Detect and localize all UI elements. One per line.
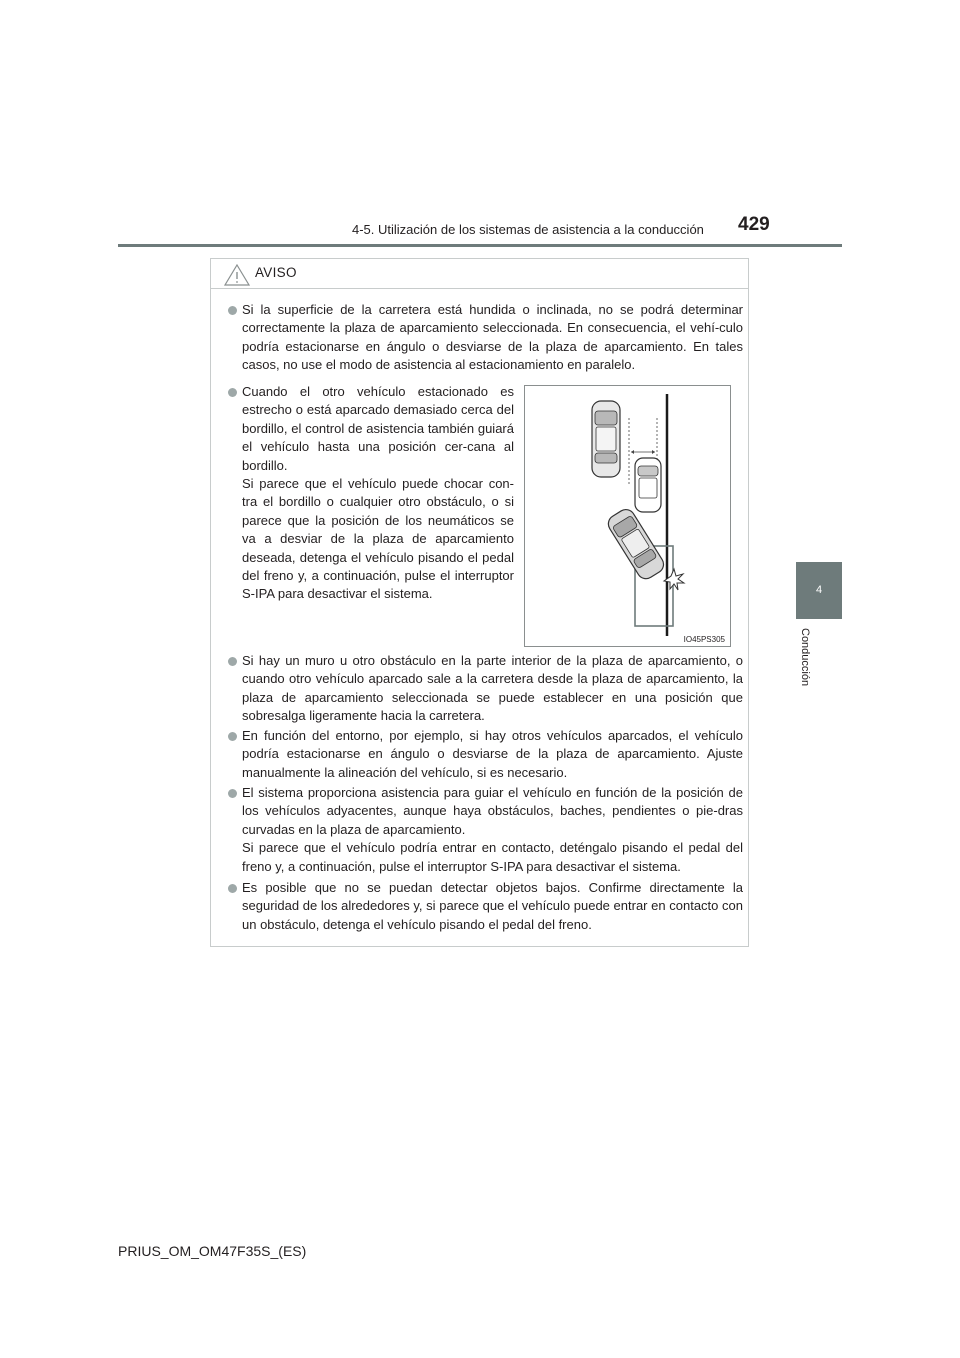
bullet-dot-icon xyxy=(228,732,237,741)
chapter-number: 4 xyxy=(815,584,823,596)
warning-item-text: Si hay un muro u otro obstáculo en la parte interior de la plaza de aparcamiento, o cuando otro vehículo aparcado sale a la carretera desde la plaza de aparcamiento, la plaza de aparcamiento seleccionada se puede establecer en una posición que sobresalga ligeramente hacia la carretera. xyxy=(242,653,743,724)
warning-item xyxy=(242,383,514,604)
chapter-label: Conducción xyxy=(799,628,811,687)
warning-item-text: En función del entorno, por ejemplo, si hay otros vehículos aparcados, el vehículo podría estacionarse en ángulo o desviarse de la plaza de aparcamiento. Ajuste manualmente la alineación del vehículo, si es necesario. xyxy=(242,728,743,780)
bullet-dot-icon xyxy=(228,657,237,666)
bullet-dot-icon xyxy=(228,388,237,397)
warning-item xyxy=(242,727,743,782)
warning-item-text: El sistema proporciona asistencia para guiar el vehículo en función de la posición de los vehículos adyacentes, aunque haya obstáculos, baches, pendientes o pie-dras curvadas en la plaza de aparcamiento. xyxy=(242,785,743,837)
warning-header xyxy=(211,259,748,289)
warning-item-text-continued: Si parece que el vehículo puede chocar con-tra el bordillo o cualquier otro obstáculo, o si parece que la posición de los neumáticos se va a desviar de la plaza de aparcamiento deseada, detenga el vehículo pisando el pedal del freno y, a continuación, pulse el interruptor S-IPA para desactivar el sistema. xyxy=(242,476,514,602)
warning-item-text-continued: Si parece que el vehículo podría entrar en contacto, deténgalo pisando el pedal del freno y, a continuación, pulse el interruptor S-IPA para desactivar el sistema. xyxy=(242,840,743,874)
parking-diagram-svg xyxy=(525,386,730,646)
warning-item-text: Cuando el otro vehículo estacionado es estrecho o está aparcado demasiado cerca del bordillo, el control de asistencia también guiará el vehículo hasta una posición cer-cana al bordillo. xyxy=(242,384,514,473)
warning-item xyxy=(242,784,743,876)
document-id: PRIUS_OM_OM47F35S_(ES) xyxy=(118,1243,307,1259)
moving-car xyxy=(605,506,667,582)
bullet-dot-icon xyxy=(228,306,237,315)
warning-triangle-icon xyxy=(224,264,250,286)
section-title: 4-5. Utilización de los sistemas de asistencia a la conducción xyxy=(352,222,704,237)
bullet-dot-icon xyxy=(228,789,237,798)
parked-car-left xyxy=(592,401,620,477)
header-rule xyxy=(118,244,842,247)
parked-car-curb xyxy=(635,458,661,512)
chapter-tab xyxy=(796,562,842,619)
parking-illustration xyxy=(524,385,731,647)
figure-code: IO45PS305 xyxy=(683,635,725,644)
bullet-dot-icon xyxy=(228,884,237,893)
warning-item xyxy=(242,301,743,375)
warning-item xyxy=(242,879,743,934)
warning-item xyxy=(242,652,743,726)
warning-title: AVISO xyxy=(255,265,297,280)
warning-item-text: Es posible que no se puedan detectar objetos bajos. Confirme directamente la seguridad de los alrededores y, si parece que el vehículo puede entrar en contacto con un obstáculo, detenga el vehículo pisando el pedal del freno. xyxy=(242,880,743,932)
warning-item-text: Si la superficie de la carretera está hundida o inclinada, no se podrá determinar correctamente la plaza de aparcamiento seleccionada. En consecuencia, el vehí-culo podría estacionarse en ángulo o desviarse de la plaza de aparcamiento. En tales casos, no use el modo de asistencia al estacionamiento en paralelo. xyxy=(242,302,743,373)
page-number: 429 xyxy=(738,214,770,235)
